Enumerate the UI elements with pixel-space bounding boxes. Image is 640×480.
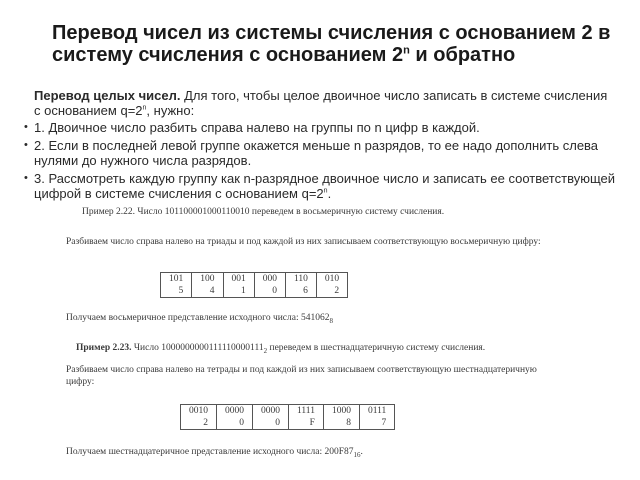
intro-paragraph: Перевод целых чисел. Для того, чтобы целое двоичное число записать в системе счисления с основанием $q=2^n$, нужно: [34,88,608,118]
triad-digit: 0 [272,286,277,296]
tetrad-group: 1000 [331,406,351,416]
triad-group: 101 [169,274,184,284]
octal-result: Получаем восьмеричное представление исходного числа: $541062_8$ [66,313,333,325]
tetrad-group: 1111 [297,406,315,416]
tetrad-digit: 8 [346,418,351,428]
triad-group: 110 [294,274,308,284]
tetrad-cell [253,405,289,430]
split-triads-text: Разбиваем число справа налево на триады и под каждой из них записываем соответствующую восьмеричную цифру: [66,237,541,247]
tetrad-group: 0010 [189,406,208,416]
list-item: • 2. Если в последней левой группе окажется меньше n разрядов, то ее надо дополнить слева нулями до нужного числа разрядов. [26,138,616,168]
tetrad-cell [323,405,359,430]
list-item: • 3. Рассмотреть каждую группу как n-разрядное двоичное число и записать ее соответствующей цифрой в системе счисления с основанием $q=2^n$. [26,171,616,201]
triad-digit: 1 [241,286,246,296]
steps-list [26,120,616,201]
page-title: Перевод чисел из системы счисления с основанием 2 в систему счисления с основанием 2$^n$ и обратно [52,22,611,66]
triad-group: 001 [231,274,246,284]
tetrad-cell [217,405,253,430]
triad-digit: 5 [178,286,184,296]
tetrad-group: 0111 [367,406,387,416]
triad-group: 010 [324,274,340,284]
triad-digit: 6 [303,286,308,296]
example1-line: Пример 2.22. Число 101100001000110010 переведем в восьмеричную систему счисления. [82,207,445,217]
slide-body [26,88,616,204]
triad-cell [192,273,223,298]
tetrad-digit: F [309,418,315,428]
triad-cell [161,273,192,298]
tetrad-digit: 7 [381,418,387,428]
tetrad-digit: 2 [203,418,208,428]
tetrad-cell [289,405,324,430]
intro-heading: Перевод целых чисел. [34,88,181,103]
triad-digit: 4 [209,286,215,296]
triad-digit: 2 [334,286,340,296]
tetrad-digit: 0 [275,418,280,428]
triad-cell [286,273,317,298]
triad-group: 100 [200,274,215,284]
list-item: • 1. Двоичное число разбить справа налево на группы по n цифр в каждой. [26,120,616,135]
tetrad-cell [359,405,394,430]
tetrad-group: 0000 [261,406,280,416]
triad-cell [316,273,347,298]
tetrad-digit: 0 [239,418,244,428]
triads-table [160,272,348,298]
tetrad-cell [181,405,217,430]
scanned-excerpt [40,204,600,470]
example2-line: Пример 2.23. Число $1000000000111110000111_2$ переведем в шестнадцатеричную систему счисления. [76,343,486,355]
hex-result: Получаем шестнадцатеричное представление исходного числа: $200F87_{16}$. [66,447,363,459]
triad-cell [254,273,285,298]
split-tetrads-text: Разбиваем число справа налево на тетрады и под каждой из них записываем соответствующую шестнадцатеричную цифру: [66,365,537,387]
tetrads-table [180,404,395,430]
tetrad-group: 0000 [225,406,244,416]
triad-cell [223,273,254,298]
triad-group: 000 [262,274,277,284]
